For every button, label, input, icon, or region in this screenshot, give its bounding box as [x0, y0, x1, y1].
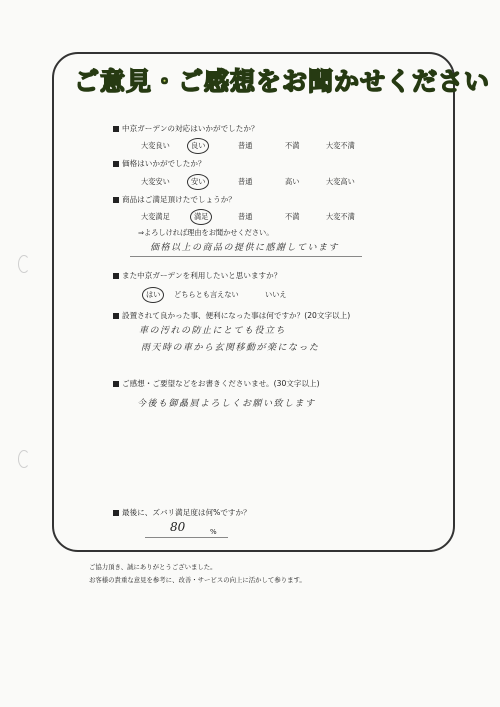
- q2-option-4[interactable]: 高い: [285, 177, 300, 186]
- q2-option-2-selected[interactable]: 安い: [191, 177, 206, 186]
- question-2: [113, 158, 206, 169]
- question-5-text: 設置されて良かった事、便利になった事は何ですか？(20文字以上): [122, 311, 351, 320]
- q3-option-5[interactable]: 大変不満: [326, 212, 355, 221]
- bullet-icon: [113, 197, 119, 203]
- bullet-icon: [113, 126, 119, 132]
- satisfaction-value[interactable]: 80: [170, 520, 186, 534]
- q3-option-2-selected[interactable]: 満足: [194, 212, 209, 221]
- q2-option-5[interactable]: 大変高い: [326, 177, 355, 186]
- bullet-icon: [113, 381, 119, 387]
- reason-underline: [130, 256, 362, 257]
- question-2-text: 価格はいかがでしたか？: [122, 159, 206, 168]
- bullet-icon: [113, 161, 119, 167]
- question-5: [113, 310, 350, 321]
- q4-option-2[interactable]: どちらとも言えない: [174, 290, 239, 299]
- satisfaction-unit: %: [210, 528, 217, 536]
- punch-hole-bottom: [18, 450, 30, 468]
- question-7: [113, 507, 251, 518]
- question-6-text: ご感想・ご要望などをお書きくださいませ。(30文字以上): [122, 379, 320, 388]
- answer-5-line-2[interactable]: 雨天時の車から玄関移動が楽になった: [141, 343, 320, 353]
- q2-option-3[interactable]: 普通: [238, 177, 253, 186]
- q1-option-3[interactable]: 普通: [238, 141, 253, 150]
- reason-prompt: ⇒よろしければ理由をお聞かせください。: [138, 228, 274, 237]
- question-4: [113, 270, 281, 281]
- page-title: ご意見・ご感想をお聞かせください: [74, 67, 491, 96]
- reason-answer[interactable]: 価格以上の商品の提供に感謝しています: [150, 243, 340, 253]
- satisfaction-underline: [145, 537, 228, 538]
- question-7-text: 最後に、ズバリ満足度は何%ですか？: [122, 508, 251, 517]
- question-1-text: 中京ガーデンの対応はいかがでしたか？: [122, 124, 259, 133]
- bullet-icon: [113, 313, 119, 319]
- bullet-icon: [113, 510, 119, 516]
- question-1: [113, 123, 259, 134]
- q4-option-1-selected[interactable]: はい: [146, 290, 161, 299]
- q2-option-1[interactable]: 大変安い: [141, 177, 170, 186]
- question-6: [113, 378, 320, 389]
- bullet-icon: [113, 273, 119, 279]
- q4-option-3[interactable]: いいえ: [265, 290, 287, 299]
- footer-line-1: ご協力頂き、誠にありがとうございました。: [89, 563, 217, 571]
- q1-option-5[interactable]: 大変不満: [326, 141, 355, 150]
- question-3-text: 商品はご満足頂けたでしょうか？: [122, 195, 236, 204]
- q3-option-1[interactable]: 大変満足: [141, 212, 170, 221]
- answer-6-line-1[interactable]: 今後も御贔屓よろしくお願い致します: [137, 399, 316, 409]
- q3-option-4[interactable]: 不満: [285, 212, 300, 221]
- q1-option-4[interactable]: 不満: [285, 141, 300, 150]
- question-4-text: また中京ガーデンを利用したいと思いますか？: [122, 271, 282, 280]
- q1-option-1[interactable]: 大変良い: [141, 141, 170, 150]
- question-3: [113, 194, 236, 205]
- answer-5-line-1[interactable]: 車の汚れの防止にとても役立ち: [139, 326, 287, 336]
- q3-option-3[interactable]: 普通: [238, 212, 253, 221]
- punch-hole-top: [18, 255, 30, 273]
- footer-line-2: お客様の貴重な意見を参考に、改善・サービスの向上に活かして参ります。: [89, 576, 306, 584]
- q1-option-2-selected[interactable]: 良い: [191, 141, 206, 150]
